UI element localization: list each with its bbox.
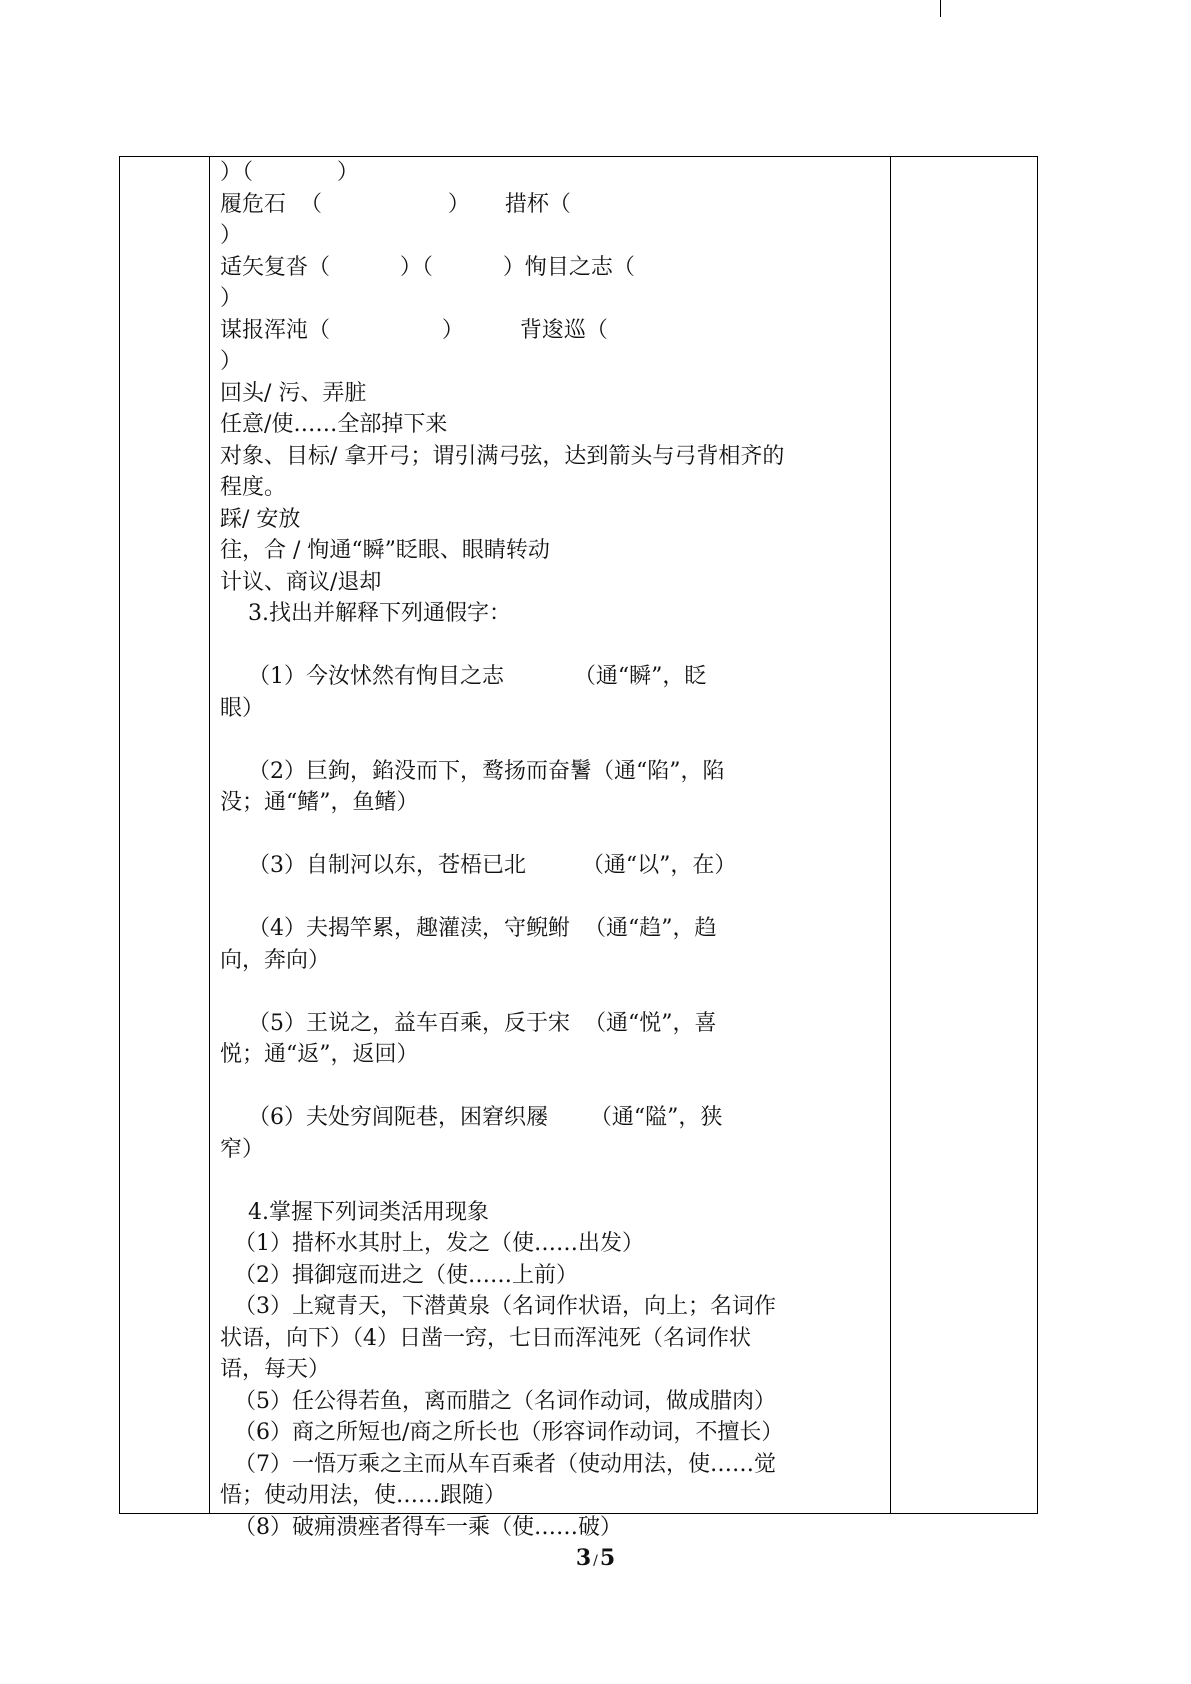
column-divider-left [209, 157, 210, 1513]
text-line: 向，奔向） [220, 947, 331, 973]
text-line: ）（ ） [220, 160, 359, 185]
text-line: 履危石 （ ） 措杯（ [220, 191, 627, 217]
text-line: 语，每天） [220, 1357, 331, 1382]
text-line: 回头/ 污、弄脏 [220, 380, 367, 406]
text-line [220, 819, 847, 851]
text-line: （2）揖御寇而进之（使……上前） [220, 1262, 578, 1288]
text-line: （6）商之所短也/商之所长也（形容词作动词，不擅长） [220, 1420, 784, 1445]
table-content-cell [220, 157, 847, 1543]
text-line: （6）夫处穷闾阨巷，困窘织屦 （通“隘”，狭 [220, 1105, 723, 1130]
text-line [220, 976, 847, 1008]
page-separator: / [593, 1553, 598, 1569]
page-number [0, 1545, 1191, 1571]
text-line: 悦；通“返”，返回） [220, 1042, 419, 1067]
text-line: （4）夫揭竿累，趣灌渎，守鲵鲋 （通“趋”，趋 [220, 916, 717, 941]
text-line: 窄） [220, 1136, 265, 1162]
text-line [220, 724, 847, 756]
text-line: （7）一悟万乘之主而从车百乘者（使动用法，使……觉 [220, 1451, 776, 1477]
text-line: （3）自制河以东，苍梧已北 （通“以”，在） [220, 853, 737, 878]
text-line: 适矢复沓（ ）（ ）恂目之志（ [220, 254, 635, 280]
text-line: 4.掌握下列词类活用现象 [220, 1199, 489, 1225]
text-line: （2）巨鉤，錎没而下，鹜扬而奋鬐（通“陷”，陷 [220, 758, 725, 784]
text-line: （8）破痈溃痤者得车一乘（使……破） [220, 1514, 622, 1540]
column-divider-right [890, 157, 891, 1513]
text-line: 3.找出并解释下列通假字： [220, 601, 511, 626]
text-line: 谋报浑沌（ ） 背逡巡（ [220, 317, 608, 343]
text-line [220, 1071, 847, 1103]
text-line: 对象、目标/ 拿开弓；谓引满弓弦，达到箭头与弓背相齐的 [220, 443, 785, 469]
text-line: 踩/ 安放 [220, 506, 301, 532]
text-line: （3）上窥青天，下潜黄泉（名词作状语，向上；名词作 [220, 1294, 776, 1319]
text-line: 程度。 [220, 475, 287, 500]
text-line: （1）措杯水其肘上，发之（使……出发） [220, 1231, 644, 1256]
text-line: 状语，向下）（4）日凿一窍，七日而浑沌死（名词作状 [220, 1325, 751, 1351]
text-line [220, 630, 847, 662]
text-line: 计议、商议/退却 [220, 569, 382, 595]
text-line: 往，合 / 恂通“瞬”眨眼、眼睛转动 [220, 538, 550, 563]
text-line: ） [220, 286, 243, 311]
text-line [220, 1165, 847, 1197]
text-line: （1）今汝怵然有恂目之志 （通“瞬”，眨 [220, 664, 707, 689]
lesson-table [119, 156, 1038, 1540]
page-total: 5 [599, 1545, 616, 1571]
text-line: （5）任公得若鱼，离而腊之（名词作动词，做成腊肉） [220, 1388, 776, 1414]
text-line: ） [220, 349, 243, 374]
header-mark [940, 0, 941, 17]
text-line [220, 882, 847, 914]
text-line: 悟；使动用法，使……跟随） [220, 1483, 507, 1508]
text-line: 没；通“鳍”，鱼鳍） [220, 790, 419, 815]
text-line: 任意/使……全部掉下来 [220, 412, 448, 437]
text-line: 眼） [220, 695, 265, 721]
page-current: 3 [575, 1545, 592, 1571]
text-line: ） [220, 223, 243, 248]
text-line: （5）王说之，益车百乘，反于宋 （通“悦”，喜 [220, 1010, 717, 1036]
